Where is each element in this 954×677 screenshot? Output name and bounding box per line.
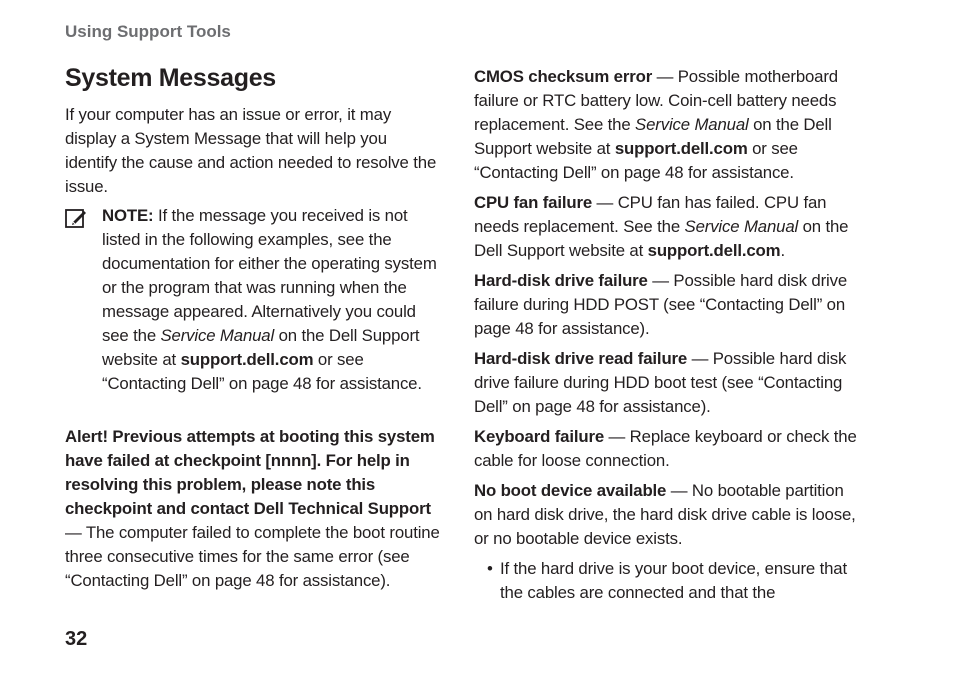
alert-term: Alert! Previous attempts at booting this system have failed at checkpoint [nnnn]. For help in resolving this problem, please note this checkpoint and contact Dell Technical Support xyxy=(65,427,435,518)
service-manual-ref: Service Manual xyxy=(635,115,749,134)
message-entry xyxy=(474,479,864,551)
message-entry xyxy=(474,65,864,185)
note-body-3: or see “Contacting Dell” on page 48 for assistance. xyxy=(102,350,422,393)
service-manual-ref: Service Manual xyxy=(684,217,799,236)
message-entry xyxy=(474,425,864,473)
message-list xyxy=(474,65,864,605)
page-title: System Messages xyxy=(65,64,276,92)
message-entry xyxy=(474,191,864,263)
message-description: — CPU fan has failed. CPU fan needs replacement. See the xyxy=(474,193,827,236)
message-description: — Possible hard disk drive failure during HDD boot test (see “Contacting Dell” on page 48 for assistance). xyxy=(474,349,847,416)
message-entry xyxy=(474,347,864,419)
message-term: CMOS checksum error xyxy=(474,67,653,86)
support-link: support.dell.com xyxy=(614,139,748,158)
section-header: Using Support Tools xyxy=(65,22,231,41)
message-description: . xyxy=(780,241,785,260)
intro-paragraph: If your computer has an issue or error, it may display a System Message that will help you identify the cause and action needed to resolve the issue. xyxy=(65,105,437,196)
bullet-marker: • xyxy=(487,559,493,578)
message-term: CPU fan failure xyxy=(474,193,593,212)
note-body-1: If the message you received is not listed in the following examples, see the documentation for either the operating system or the program that was running when the message appeared. Alternatively you could see the xyxy=(102,206,437,345)
message-description: on the Dell Support website at xyxy=(474,217,849,260)
support-link: support.dell.com xyxy=(647,241,781,260)
page-number: 32 xyxy=(65,628,88,650)
message-description: — Possible hard disk drive failure during HDD POST (see “Contacting Dell” on page 48 for assistance). xyxy=(474,271,848,338)
note-body-2: on the Dell Support website at xyxy=(102,326,420,369)
service-manual-ref: Service Manual xyxy=(160,326,275,345)
support-link: support.dell.com xyxy=(180,350,314,369)
message-term: No boot device available xyxy=(474,481,667,500)
message-description: or see “Contacting Dell” on page 48 for assistance. xyxy=(474,139,798,182)
note-label: NOTE: xyxy=(102,206,154,225)
message-description: — Possible motherboard failure or RTC battery low. Coin-cell battery needs replacement. See the xyxy=(474,67,838,134)
message-term: Keyboard failure xyxy=(474,427,605,446)
message-description: — No bootable partition on hard disk drive, the hard disk drive cable is loose, or no bootable device exists. xyxy=(474,481,856,548)
note-block xyxy=(65,204,443,396)
bullet-item xyxy=(474,557,864,605)
alert-entry xyxy=(65,425,443,593)
alert-description: — The computer failed to complete the boot routine three consecutive times for the same error (see “Contacting Dell” on page 48 for assistance). xyxy=(65,523,440,590)
message-description: on the Dell Support website at xyxy=(474,115,832,158)
message-term: Hard-disk drive failure xyxy=(474,271,648,290)
message-entry xyxy=(474,269,864,341)
note-pencil-icon xyxy=(65,207,87,229)
note-text xyxy=(102,204,443,396)
message-term: Hard-disk drive read failure xyxy=(474,349,688,368)
message-description: — Replace keyboard or check the cable for loose connection. xyxy=(474,427,857,470)
bullet-text: If the hard drive is your boot device, ensure that the cables are connected and that the xyxy=(500,559,847,602)
